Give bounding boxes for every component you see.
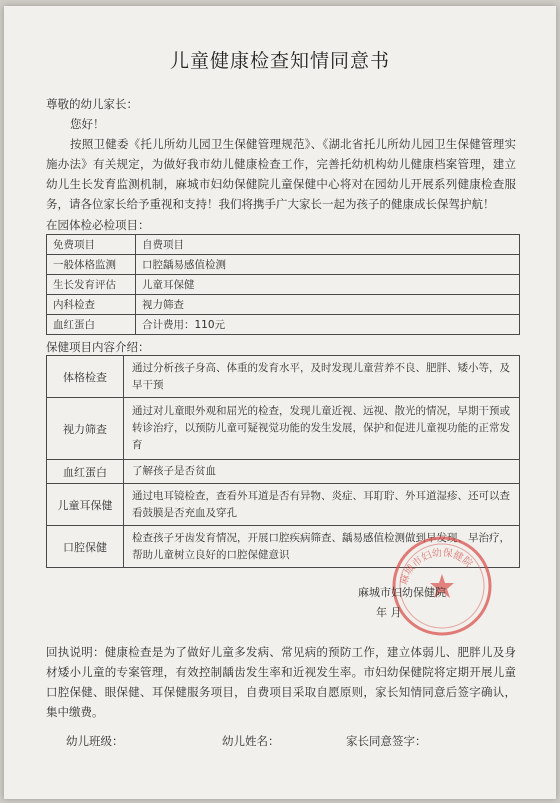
required-items-table [46, 234, 520, 335]
table-cell: 体格检查 [47, 356, 124, 398]
table-cell: 了解孩子是否贫血 [124, 460, 520, 484]
table-cell: 一般体格监测 [47, 255, 136, 275]
consent-document [4, 6, 556, 799]
table-cell: 口腔龋易感值检测 [136, 255, 520, 275]
parent-signature-label: 家长同意签字： [346, 734, 427, 748]
table-row [47, 315, 520, 335]
table-row [47, 275, 520, 295]
table-row [47, 460, 520, 484]
table-row [47, 398, 520, 460]
receipt-notice: 回执说明：健康检查是为了做好儿童多发病、常见病的预防工作，建立体弱儿、肥胖儿及身材矮小儿童的专案管理，有效控制龋齿发生率和近视发生率。市妇幼保健院将定期开展儿童口腔保健、眼保健、耳保健服务项目，自费项目采取自愿原则，家长知情同意后签字确认，集中缴费。 [46, 645, 516, 719]
document-title: 儿童健康检查知情同意书 [169, 50, 390, 72]
table-cell: 通过对儿童眼外观和屈光的检查，发现儿童近视、远视、散光的情况，早期干预或转诊治疗，以预防儿童可疑视觉功能的发生发展，保护和促进儿童视功能的正常发育 [124, 398, 520, 460]
table-cell: 生长发育评估 [47, 275, 136, 295]
table-cell: 检查孩子牙齿发育情况，开展口腔疾病筛查、龋易感值检测做到早发现、早治疗，帮助儿童树立良好的口腔保健意识 [124, 526, 520, 568]
section-required-items-title: 在园体检必检项目： [46, 218, 150, 232]
table-cell: 儿童耳保健 [136, 275, 520, 295]
section-item-intro-title: 保健项目内容介绍： [46, 340, 150, 354]
table-cell: 自费项目 [136, 235, 520, 255]
intro-paragraph: 按照卫健委《托儿所幼儿园卫生保健管理规范》、《湖北省托儿所幼儿园卫生保健管理实施办法》有关规定，为做好我市幼儿健康检查工作，完善托幼机构幼儿健康档案管理，建立幼儿生长发育监测机制，麻城市妇幼保健院儿童保健中心将对在园幼儿开展系列健康检查服务，请各位家长给予重视和支持！我们将携手广大家长一起为孩子的健康成长保驾护航！ [46, 137, 516, 211]
table-row [47, 235, 520, 255]
table-cell: 合计费用：110元 [136, 315, 520, 335]
table-cell: 儿童耳保健 [47, 484, 124, 526]
table-cell: 视力筛查 [136, 295, 520, 315]
hello-line: 您好！ [70, 117, 105, 131]
table-cell: 血红蛋白 [47, 315, 136, 335]
child-name-label: 幼儿姓名： [222, 734, 280, 748]
table-cell: 内科检查 [47, 295, 136, 315]
table-cell: 通过电耳镜检查，查看外耳道是否有异物、炎症、耳耵聍、外耳道湿疹、还可以查看鼓膜是否充血及穿孔 [124, 484, 520, 526]
table-cell: 口腔保健 [47, 526, 124, 568]
table-row [47, 295, 520, 315]
table-row [47, 356, 520, 398]
table-row [47, 255, 520, 275]
table-cell: 免费项目 [47, 235, 136, 255]
stamp-text: 麻城市妇幼保健院 [398, 547, 475, 587]
greeting: 尊敬的幼儿家长： [46, 97, 138, 111]
signature-org: 麻城市妇幼保健院 [358, 586, 446, 599]
table-cell: 通过分析孩子身高、体重的发育水平，及时发现儿童营养不良、肥胖、矮小等，及早干预 [124, 356, 520, 398]
signature-date: 年 月 [376, 606, 402, 619]
table-cell: 视力筛查 [47, 398, 124, 460]
table-cell: 血红蛋白 [47, 460, 124, 484]
table-row [47, 484, 520, 526]
class-label: 幼儿班级： [66, 734, 124, 748]
